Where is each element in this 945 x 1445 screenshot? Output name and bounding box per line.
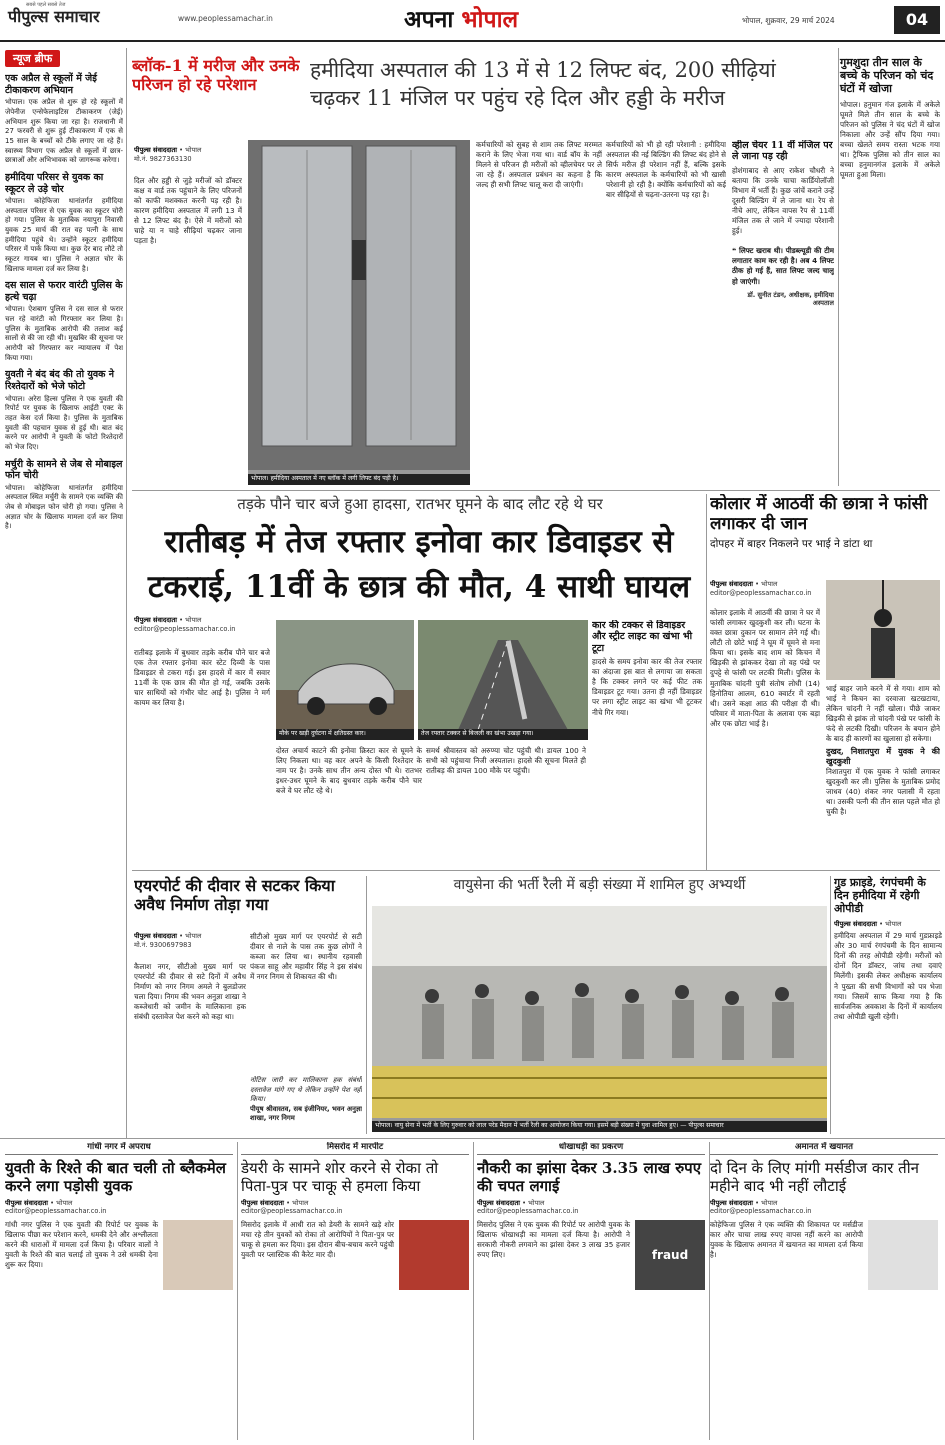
airport-note: नोटिस जारी कर मालिकाना हक संबंधी दस्तावेज मांगे गए थे लेकिन उन्होंने पेश नहीं किया। पीयूष श्रीवास्तव, सब इंजीनियर, भवन अनुज्ञा शाखा, नगर निगम bbox=[250, 1076, 362, 1123]
story-illustration: fraud bbox=[635, 1220, 705, 1290]
brief-body: भोपाल। कोहेफिजा थानांतर्गत हमीदिया अस्पताल स्थित मर्चुरी के सामने एक व्यक्ति की जेब से मोबाइल फोन चोरी हो गया। पुलिस ने अज्ञात चोर के खिलाफ मामला दर्ज कर लिया है। bbox=[5, 483, 123, 531]
page-number: 04 bbox=[894, 6, 940, 34]
opd-story: गुड फ्राइडे, रंगपंचमी के दिन हमीदिया में रहेगी ओपीडी पीपुल्स संवाददाता • भोपाल हमीदिया अस्पताल में 29 मार्च गुडफ्राइडे और 30 मार्च रंगपंचमी के दिन सामान्य दिनों की तरह ओपीडी रहेगी। मरीजों को दोनों दिन डॉक्टर, जांच तथा दवाएं मिलेंगी। इसकी लेकर अधीक्षक कार्यालय ने पुख्ता की सभी विभागों को पत्र भेजा गया। जिसमें साफ किया गया है कि सार्वजनिक अवकाश के दिनों में कार्यालय तथा ओपीडी खुली रहेगी। bbox=[834, 876, 942, 1021]
brand-logo: पीपुल्स समाचार bbox=[8, 7, 100, 26]
story-kicker: धोखाधड़ी का प्रकरण bbox=[477, 1142, 705, 1155]
army-headline-box bbox=[372, 876, 827, 904]
story-illustration bbox=[399, 1220, 469, 1290]
kolar-headline-box bbox=[710, 494, 940, 554]
crash-photo-pole bbox=[418, 620, 588, 740]
story-headline: दो दिन के लिए मांगी मर्सडीज कार तीन महीने बाद भी नहीं लौटाई bbox=[710, 1158, 919, 1195]
crash-photo1-caption: मौके पर खड़ी दुर्घटना में क्षतिग्रस्त कार। bbox=[276, 729, 414, 740]
story-headline: डेयरी के सामने शोर करने से रोका तो पिता-पुत्र पर चाकू से हमला किया bbox=[241, 1158, 439, 1195]
story-email: editor@peoplessamachar.co.in bbox=[5, 1207, 107, 1216]
brief-headline: युवती ने बंद बंद की तो युवक ने रिश्तेदारों को भेजे फोटो bbox=[5, 369, 115, 392]
lift-headline-box bbox=[310, 56, 790, 136]
kolar-continued: भाई बाहर जाने करने में से गया। शाम को भाई ने किचन का दरवाजा खटखटाया, लेकिन चांदनी ने नहीं खोला। पीछे जाकर खिड़की से झांक तो चांदनी पंखे पर फांसी के फंदे से लटकी दिखी। परिजन के बयान होने के बाद ही कारणों का खुलासा हो सकेगा। दुखद, निशातपुरा में युवक ने की खुदकुशी निशातपुरा में एक युवक ने फांसी लगाकर खुदकुशी कर ली। पुलिस के मुताबिक प्रमोद जाधव (40) शंकर नगर पलासी में रहता था। उसकी पत्नी की तीन साल पहले मौत हो चुकी है। bbox=[826, 684, 940, 816]
kolar-body: कोलार इलाके में आठवीं की छात्रा ने घर में फांसी लगाकर खुदकुशी कर ली। घटना के वक्त छात्रा दुकान पर सामान लेने गई थी। लौटी तो छोटे भाई ने घूम में घूमने से मना किया था। इसके बाद शाम को किचन में खिड़की से झांककर देखा तो वह पंखे पर दुपट्टे से फांसी पर लटकी मिली। पुलिस के मुताबिक चांदनी पुत्री संतोष लोधी (14) हिनोतिया आलम, 610 क्वार्टर में रहती थी। उसने कक्षा आठ की परीक्षा दी थी। परिवार में माता-पिता के अलावा एक बड़ा और एक छोटा भाई है। bbox=[710, 608, 820, 728]
bottom-story-3 bbox=[477, 1142, 705, 1440]
story-byline: पीपुल्स संवाददाता • भोपाल bbox=[5, 1198, 73, 1207]
story-headline: नौकरी का झांसा देकर 3.35 लाख रुपए की चपत लगाई bbox=[477, 1158, 702, 1195]
story-email: editor@peoplessamachar.co.in bbox=[710, 1207, 812, 1216]
section-title: अपना भोपाल bbox=[404, 6, 519, 33]
news-brief-tag: न्यूज ब्रीफ bbox=[5, 50, 60, 67]
lift-quote-author: डॉ. सुनीत टंडन, अधीक्षक, हमीदिया अस्पताल bbox=[747, 290, 834, 308]
brief-body: भोपाल। कोहेफिजा थानांतर्गत हमीदिया अस्पताल परिसर से एक युवक का स्कूटर चोरी हो गया। पुलिस के मुताबिक नयापुरा निवासी युवक 25 मार्च की रात वह पत्नी के साथ हमीदिया पहुंचे थे। उन्होंने स्कूटर हमीदिया परिसर में पार्क किया था। कुछ देर बाद लौटे तो स्कूटर गायब था। पुलिस ने अज्ञात चोर के खिलाफ मामला दर्ज कर लिया है। bbox=[5, 197, 123, 273]
lift-body-2: कर्मचारियों को सुबह से शाम तक लिफ्ट मरम्मत कराने के लिए भेजा गया था। वार्ड बॉय के नहीं मिलने से परिजन ही मरीजों को व्हीलचेयर पर ले जा रहे हैं। अस्पताल प्रबंधन का कहना है कि जल्द ही सभी लिफ्ट चालू करा दी जाएंगी। bbox=[476, 140, 602, 190]
story-email: editor@peoplessamachar.co.in bbox=[477, 1207, 579, 1216]
story-body: गांधी नगर पुलिस ने एक युवती की रिपोर्ट पर युवक के खिलाफ पीछा कर परेशान करने, धमकी देने और अश्लीलता करने की धाराओं में मामला दर्ज किया है। परिवार वालों ने युवती के रिश्ते की बात चलाई तो युवक ने उसे धमकी देना शुरू कर दिया। bbox=[5, 1219, 158, 1270]
army-photo-caption: भोपाल। वायु सेना में भर्ती के लिए गुरुवार को लाल परेड मैदान में भर्ती रैली का आयोजन किया गया। इसमें बड़ी संख्या में युवा शामिल हुए। — पीपुल्स समाचार bbox=[372, 1121, 827, 1132]
story-kicker: अमानत में खयानत bbox=[710, 1142, 938, 1155]
lift-tag-box bbox=[132, 56, 302, 146]
kolar-byline: पीपुल्स संवाददाता • भोपाल editor@peoplessamachar.co.in bbox=[710, 580, 812, 597]
brief-headline: मर्चुरी के सामने से जेब से मोबाइल फोन चोरी bbox=[5, 458, 123, 482]
airport-body-2: सीटीओ मुख्य मार्ग पर एयरपोर्ट से सटी दीवार से नाले के पास तक कुछ लोगों ने कब्जा कर लिया था। स्थानीय रहवासी पंकज साहू और महावीर सिंह ने इस संबंध में नगर निगम से शिकायत की थी। bbox=[250, 932, 362, 982]
lift-body-lead: दिल और हड्डी से जुड़े मरीजों को डॉक्टर कक्ष व वार्ड तक पहुंचाने के लिए परिजनों को काफी मशक्कत करनी पड़ रही है। कारण हमीदिया अस्पताल में लगी 13 में से 12 लिफ्ट बंद है। ऐसे में मरीजों को चाहे या न चाहे सीढ़ियां चढ़कर जाना पड़ता है। bbox=[134, 176, 242, 246]
dateline: भोपाल, शुक्रवार, 29 मार्च 2024 bbox=[742, 16, 835, 25]
story-byline: पीपुल्स संवाददाता • भोपाल bbox=[241, 1198, 309, 1207]
story-headline: युवती के रिश्ते की बात चली तो ब्लैकमेल करने लगा पड़ोसी युवक bbox=[5, 1158, 226, 1195]
lift-sidebar bbox=[732, 140, 834, 485]
kolar-headline: कोलार में आठवीं की छात्रा ने फांसी लगाकर दी जान bbox=[710, 494, 928, 535]
lift-byline: पीपुल्स संवाददाता • भोपाल मो.नं. 9827363130 bbox=[134, 146, 202, 163]
crash-body-3: समर्थ श्रीवास्तव को अरुण्या चोट पहुंची थी। डायल 100 ने सभी को पहुंचाया निजी अस्पताल। हादसे की सूचना मिलते ही रातीबड़ की डायल 100 मौके पर पहुंची। bbox=[426, 746, 586, 776]
lift-photo-caption: भोपाल। हमीदिया अस्पताल में नए ब्लॉक में लगी लिफ्ट बंद पड़ी है। bbox=[248, 474, 470, 485]
opd-body: हमीदिया अस्पताल में 29 मार्च गुडफ्राइडे और 30 मार्च रंगपंचमी के दिन सामान्य दिनों की तरह ओपीडी रहेगी। मरीजों को दोनों दिन डॉक्टर, जांच तथा दवाएं मिलेंगी। इसकी लेकर अधीक्षक कार्यालय ने पुख्ता की सभी विभागों को पत्र भेजा गया। जिसमें साफ किया गया है कि सार्वजनिक अवकाश के दिनों में कार्यालय तथा ओपीडी खुली रहेगी। bbox=[834, 931, 942, 1021]
website[interactable]: www.peoplessamachar.in bbox=[178, 14, 273, 23]
story-email: editor@peoplessamachar.co.in bbox=[241, 1207, 343, 1216]
story-illustration bbox=[163, 1220, 233, 1290]
story-kicker: मिसरोद में मारपीट bbox=[241, 1142, 469, 1155]
crash-byline: पीपुल्स संवाददाता • भोपाल editor@peoplessamachar.co.in bbox=[134, 616, 236, 633]
army-photo bbox=[372, 906, 827, 1132]
crash-photo2-caption: तेज रफ्तार टक्कर से बिजली का खंभा उखड़ा गया। bbox=[418, 729, 588, 740]
crash-headline-box bbox=[134, 520, 704, 616]
story-kicker: गांधी नगर में अपराध bbox=[5, 1142, 233, 1155]
story-body: मिसरोद पुलिस ने एक युवक की रिपोर्ट पर आरोपी युवक के खिलाफ धोखाधड़ी का मामला दर्ज किया है। आरोपी ने सरकारी नौकरी लगवाने का झांसा देकर 3 लाख 35 हजार रुपए लिए। bbox=[477, 1219, 630, 1260]
crash-box-headline: कार की टक्कर से डिवाइडर और स्ट्रीट लाइट का खंभा भी टूटा bbox=[592, 620, 693, 654]
missing-body: भोपाल। हनुमान गंज इलाके में अकेले घूमते मिले तीन साल के बच्चे के परिजन को पुलिस ने चंद घंटों में खोज निकाला और उन्हें सौंप दिया गया। बच्चा खेलते समय रास्ता भटक गया था। ट्रैफिक पुलिस को तीन साल का बच्चा हनुमानगंज इलाके में अकेले घूमता हुआ मिला। bbox=[840, 99, 940, 180]
opd-headline: गुड फ्राइडे, रंगपंचमी के दिन हमीदिया में रहेगी ओपीडी bbox=[834, 876, 926, 916]
kolar-subhead: दोपहर में बाहर निकलने पर भाई ने डांटा था bbox=[710, 537, 873, 550]
crash-headline: रातीबड़ में तेज रफ्तार इनोवा कार डिवाइडर से टकराई, 11वीं के छात्र की मौत, 4 साथी घायल bbox=[147, 524, 691, 605]
missing-headline: गुमशुदा तीन साल के बच्चे के परिजन को चंद घंटों में खोजा bbox=[840, 56, 934, 96]
story-body: कोहेफिजा पुलिस ने एक व्यक्ति की शिकायत पर मर्सडीज कार और चाचा लाख रुपए वापस नहीं करने का आरोपी युवक के खिलाफ अमानत में खयानत का मामला दर्ज किया है। bbox=[710, 1219, 863, 1260]
kolar-illustration bbox=[826, 580, 940, 680]
bottom-story-4 bbox=[710, 1142, 938, 1440]
missing-story bbox=[822, 56, 940, 486]
bottom-story-1 bbox=[5, 1142, 233, 1440]
brief-body: भोपाल। ऐशबाग पुलिस ने दस साल से फरार चल रहे वारंटी को गिरफ्तार कर लिया है। पुलिस के मुताबिक आरोपी की तलाश कई सालों से की जा रही थी। मुखबिर की सूचना पर आरोपी को गिरफ्तार कर न्यायालय में पेश किया गया। bbox=[5, 305, 123, 362]
crash-kicker-box bbox=[140, 494, 700, 516]
news-brief-column bbox=[5, 50, 123, 1135]
bottom-story-2 bbox=[241, 1142, 469, 1440]
crash-box-body: हादसे के समय इनोवा कार की तेज रफ्तार का अंदाजा इस बात से लगाया जा सकता है कि टक्कर लगने पर कई फीट तक डिवाइडर टूट गया। उतना ही नहीं डिवाइडर पर लगा स्ट्रीट लाइट का खंभा भी टूटकर नीचे गिर गया। bbox=[592, 657, 702, 717]
crash-kicker: तड़के पौने चार बजे हुआ हादसा, रातभर घूमने के बाद लौट रहे थे घर bbox=[237, 495, 603, 513]
lift-headline: हमीदिया अस्पताल की 13 में से 12 लिफ्ट बंद, 200 सीढ़ियां चढ़कर 11 मंजिल पर पहुंच रहे दिल और हड्डी के मरीज bbox=[310, 58, 776, 111]
airport-headline-box bbox=[134, 876, 362, 932]
masthead bbox=[0, 0, 945, 42]
lift-quote: ❝ लिफ्ट खराब थी। पीडब्ल्यूडी की टीम लगातार काम कर रही है। अब 4 लिफ्ट ठीक हो गई हैं, सात लिफ्ट जल्द चालू हो जाएंगी। bbox=[732, 246, 834, 286]
lift-photo bbox=[248, 140, 470, 485]
lift-side-body: होशंगाबाद से आए राकेश चौधरी ने बताया कि उनके चाचा कार्डियोलॉजी विभाग में भर्ती हैं। कुछ जांचें कराने उन्हें दूसरी बिल्डिंग में ले जाना था। रेप से नीचे आए, लेकिन वापस रैप से 11वीं मंजिल तक ले जाने में ज्यादा परेशानी हुई। bbox=[732, 165, 834, 236]
lift-body-3: कर्मचारियों को भी हो रही परेशानी : हमीदिया अस्पताल की नई बिल्डिंग की लिफ्ट बंद होने से सिर्फ मरीज ही परेशान नहीं हैं, बल्कि इसके कारण अस्पताल के कर्मचारियों को भी खासी परेशानी हो रही है। क्योंकि कर्मचारियों को कई बार सीढ़ियों से चढ़ना-उतरना पड़ रहा है। bbox=[606, 140, 726, 200]
airport-body-1: कैलाश नगर, सीटीओ मुख्य मार्ग पर एयरपोर्ट की दीवार से सटे दिनों में अवैध निर्माण को नगर निगम अमले ने बुलडोजर चला दिया। निगम की भवन अनुज्ञा शाखा ने कब्जेधारी को जमीन के मालिकाना हक संबंधी दस्तावेज पेश करने को कहा था। bbox=[134, 962, 246, 1022]
story-byline: पीपुल्स संवाददाता • भोपाल bbox=[477, 1198, 545, 1207]
brief-body: भोपाल। अरेरा हिल्स पुलिस ने एक युवती की रिपोर्ट पर युवक के खिलाफ आईटी एक्ट के तहत केस दर्ज किया है। पुलिस के मुताबिक युवती की पहचान युवक से हुई थी। बात बंद करने पर आरोपी ने युवती के फोटो रिश्तेदारों को भेज दिए। bbox=[5, 394, 123, 451]
brief-headline: एक अप्रैल से स्कूलों में जेई टीकाकरण अभियान bbox=[5, 73, 97, 96]
crash-photo-car bbox=[276, 620, 414, 740]
crash-box bbox=[592, 620, 702, 864]
lift-side-headline: व्हील चेयर 11 वीं मंजिल पर ले जाना पड़ रही bbox=[732, 140, 833, 163]
brief-headline: हमीदिया परिसर से युवक का स्कूटर ले उड़े चोर bbox=[5, 171, 104, 195]
brief-headline: दस साल से फरार वारंटी पुलिस के हत्थे चढ़ा bbox=[5, 280, 123, 303]
crash-body-2: दोस्त अचार्य काटने की इनोवा क्रिस्टा कार से घूमने के लिए निकला था। वह कार अपने के किसी रिश्तेदार के नाम पर है। उनके साथ तीन अन्य दोस्त भी थे। रातभर इधर-उधर घूमने के बाद बुधवार तड़के करीब पौने चार बजे वे घर लौट रहे थे। bbox=[276, 746, 422, 796]
airport-byline: पीपुल्स संवाददाता • भोपाल मो.नं. 9300697983 bbox=[134, 932, 202, 949]
story-illustration bbox=[868, 1220, 938, 1290]
lift-tag: ब्लॉक-1 में मरीज और उनके परिजन हो रहे परेशान bbox=[132, 56, 300, 95]
army-headline: वायुसेना की भर्ती रैली में बड़ी संख्या में शामिल हुए अभ्यर्थी bbox=[453, 877, 746, 893]
story-body: मिसरोद इलाके में आधी रात को डेयरी के सामने खड़े शोर मचा रहे तीन युवकों को रोका तो आरोपियों ने पिता-पुत्र पर चाकू से हमला कर दिया। इस दौरान बीच-बचाव करने पहुंची युवती पर प्लास्टिक की कैरेट मार दी। bbox=[241, 1219, 394, 1260]
crash-body-1: रातीबड़ इलाके में बुधवार तड़के करीब पौने चार बजे एक तेज रफ्तार इनोवा कार स्टेट दिव्यी के पास डिवाइडर से टकरा गई। इस हादसे में कार में सवार 11वीं के एक छात्र की मौत हो गई, जबकि उसके चार साथियों को गंभीर चोट आई है। पुलिस ने मर्ग कायम कर लिया है। bbox=[134, 648, 270, 708]
brief-body: भोपाल। एक अप्रैल से शुरू हो रहे स्कूलों में जेपेनीज एन्सेफेलाइटिस टीकाकरण (जेई) अभियान शुरू किया जा रहा है। राजधानी में 27 फरवरी से शुरू हुई टीकाकरण में एक से 15 साल के बच्चों को टीके लगाए जा रहे हैं। स्वास्थ्य विभाग एक अप्रैल से स्कूलों में छात्र-छात्राओं और अभिभावक को जागरूक करेगा। bbox=[5, 98, 123, 165]
brand-tagline: सबसे पहले सबसे तेज bbox=[26, 2, 66, 8]
airport-headline: एयरपोर्ट की दीवार से सटकर किया अवैध निर्माण तोड़ा गया bbox=[134, 876, 335, 915]
story-byline: पीपुल्स संवाददाता • भोपाल bbox=[710, 1198, 778, 1207]
quote-icon: ❝ bbox=[732, 246, 740, 256]
